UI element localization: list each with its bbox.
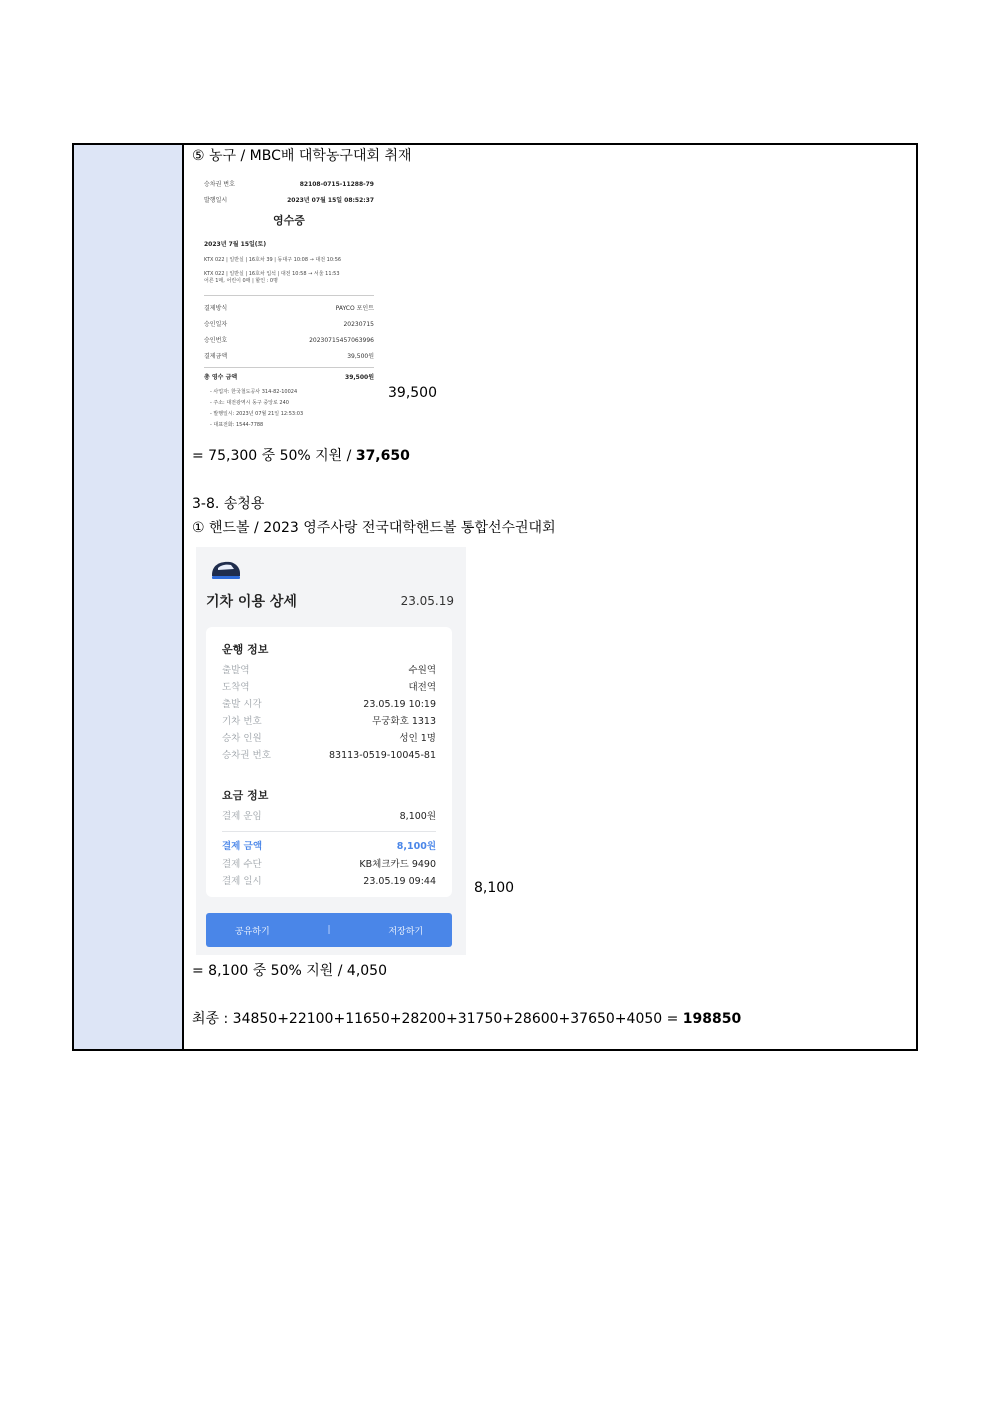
addr-line: - 주소: 대전광역시 동구 중앙로 240 — [210, 400, 289, 406]
row-label: 승차 인원 — [222, 733, 262, 744]
section38-item-heading: ① 핸드볼 / 2023 영주사랑 전국대학핸드볼 통합선수권대회 — [192, 520, 556, 536]
section5-summary — [192, 447, 410, 465]
pay-amount-value: 39,500원 — [347, 353, 374, 360]
receipt-date: 2023년 7월 15일(토) — [204, 241, 267, 248]
summary-text: = 75,300 중 50% 지원 / — [192, 448, 356, 464]
row-value: KB체크카드 9490 — [359, 859, 436, 870]
approval-date-value: 20230715 — [343, 321, 374, 328]
op-section-title: 운행 정보 — [222, 643, 269, 656]
detail-card — [206, 627, 452, 897]
row-value: 83113-0519-10045-81 — [329, 750, 436, 761]
detail-row — [222, 682, 436, 694]
biz-line: - 사업자: 한국철도공사 314-82-10024 — [210, 389, 298, 395]
total-value: 39,500원 — [345, 374, 374, 381]
row-value: 수원역 — [408, 665, 436, 676]
detail-row — [222, 665, 436, 677]
final-summary — [192, 1010, 741, 1028]
approval-no-value: 20230715457063996 — [309, 337, 374, 344]
receipt-date: 23.05.19 — [400, 594, 454, 608]
row-value: 8,100원 — [396, 841, 436, 852]
trip-line: KTX 022 | 일반실 | 16호차 입석 | 대전 10:58 → 서울 11:53 — [204, 271, 340, 277]
receipt-row — [204, 181, 374, 189]
row-value: 23.05.19 10:19 — [363, 699, 436, 710]
summary-bold-value: 37,650 — [355, 448, 410, 464]
detail-row — [222, 733, 436, 745]
train-icon — [210, 559, 242, 581]
issued-value: 2023년 07월 15일 08:52:37 — [287, 197, 374, 204]
approval-date-label: 승인일자 — [204, 321, 228, 328]
trip-line: 어른 1매, 어린이 0매 | 할인 : 0명 — [204, 278, 278, 284]
trip-line: KTX 022 | 일반실 | 16호차 39 | 동대구 10:08 → 대전 10:56 — [204, 257, 342, 263]
ticket-no-value: 82108-0715-11288-79 — [299, 181, 374, 188]
row-value: 성인 1명 — [399, 733, 436, 744]
row-label: 도착역 — [222, 682, 250, 693]
tel-line: - 대표전화: 1544-7788 — [210, 422, 264, 428]
row-label: 결제 일시 — [222, 876, 262, 887]
detail-row-highlight — [222, 841, 436, 853]
total-label: 총 영수 금액 — [204, 374, 238, 381]
ticket-no-label: 승차권 번호 — [204, 181, 235, 188]
receipt-image-train — [196, 547, 466, 955]
receipt-row — [204, 305, 374, 313]
detail-row — [222, 750, 436, 762]
divider — [204, 367, 374, 368]
row-value: 23.05.19 09:44 — [363, 876, 436, 887]
detail-row — [222, 876, 436, 888]
pay-method-value: PAYCO 포인트 — [335, 305, 374, 312]
row-label: 승차권 번호 — [222, 750, 271, 761]
receipt-row — [204, 197, 374, 205]
detail-row — [222, 716, 436, 728]
row-value: 8,100원 — [399, 811, 436, 822]
row-label: 출발역 — [222, 665, 250, 676]
receipt-row — [204, 321, 374, 329]
section38-summary: = 8,100 중 50% 지원 / 4,050 — [192, 963, 387, 979]
amount-39500: 39,500 — [388, 385, 437, 401]
divider — [222, 831, 436, 832]
approval-no-label: 승인번호 — [204, 337, 228, 344]
detail-row — [222, 699, 436, 711]
section38-heading: 3-8. 송청용 — [192, 496, 265, 512]
detail-row — [222, 859, 436, 871]
pay-method-label: 결제방식 — [204, 305, 228, 312]
amount-8100: 8,100 — [474, 880, 515, 896]
issue-line: - 발행일시: 2023년 07월 21일 12:53:03 — [210, 411, 304, 417]
row-label: 결제 금액 — [222, 841, 263, 852]
action-bar — [206, 913, 452, 947]
row-label: 출발 시각 — [222, 699, 262, 710]
final-total: 198850 — [682, 1011, 742, 1027]
content-table — [72, 143, 918, 1051]
receipt-row — [204, 337, 374, 345]
final-text: 최종 : 34850+22100+11650+28200+31750+28600+37650+4050 = — [192, 1011, 683, 1027]
receipt-image-ktx — [200, 175, 378, 435]
issued-label: 발행일시 — [204, 197, 228, 204]
detail-row — [222, 811, 436, 823]
button-separator: | — [327, 925, 331, 935]
fare-section-title: 요금 정보 — [222, 789, 269, 802]
receipt-row — [204, 353, 374, 361]
save-button[interactable]: 저장하기 — [388, 926, 424, 937]
section5-heading: ⑤ 농구 / MBC배 대학농구대회 취재 — [192, 148, 412, 164]
row-value: 대전역 — [408, 682, 436, 693]
receipt-title: 영수증 — [273, 214, 305, 227]
row-value: 무궁화호 1313 — [372, 716, 436, 727]
receipt-title: 기차 이용 상세 — [206, 594, 297, 610]
receipt-row — [204, 374, 374, 382]
row-label: 결제 운임 — [222, 811, 262, 822]
label-column — [74, 145, 184, 1049]
pay-amount-label: 결제금액 — [204, 353, 228, 360]
share-button[interactable]: 공유하기 — [234, 926, 270, 937]
row-label: 결제 수단 — [222, 859, 262, 870]
row-label: 기차 번호 — [222, 716, 262, 727]
divider — [204, 295, 374, 296]
